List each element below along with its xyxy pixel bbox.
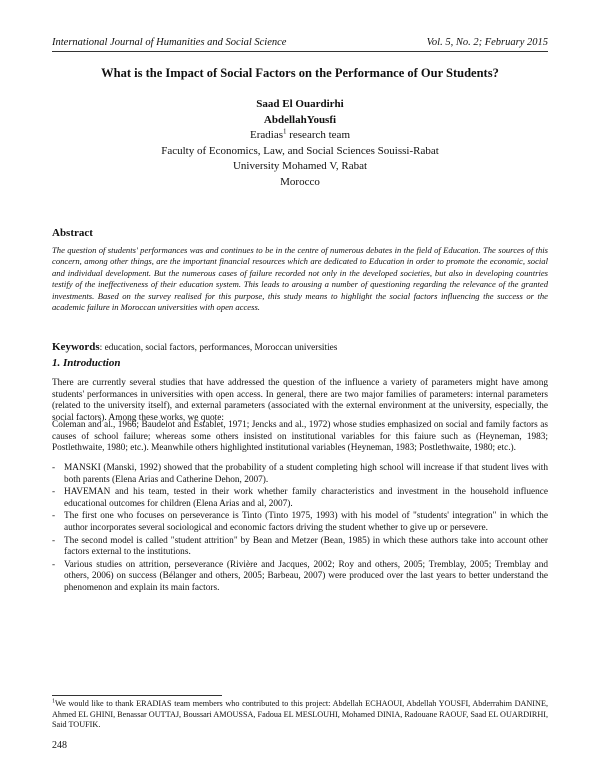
footnote-mark: 1 [52,698,55,705]
volume-info: Vol. 5, No. 2; February 2015 [426,37,548,48]
journal-name: International Journal of Humanities and Social Science [52,37,287,48]
footnote-text: We would like to thank ERADIAS team members who contributed to this project: Abdellah ECHAOUI, Abdellah YOUSFI, Abderrahim DANINE, Ahmed EL GHINI, Benassar OUTTAJ, Boussari AMOUSSA, Fadoua EL MESLOUHI, Mohamed DINIA, Radouane RAOUF, Saad EL OUARDIRHI, Said TOUFIK. [52,699,549,730]
paragraph: There are currently several studies that have addressed the question of the influence a variety of parameters might have among students' performances in universities with open access. In general, there are two major families of parameters: internal parameters (related to the university itself), and external parameters (associated with the external environment at the university, especially, the social factors). Among these works, we quote: [52,378,548,423]
affiliation-faculty: Faculty of Economics, Law, and Social Sciences Souissi-Rabat [161,144,439,157]
team-suffix: research team [286,129,350,141]
abstract-text: The question of students' performances was and continues to be in the centre of numerous debates in the field of Education. The sources of this concern, among other things, are the important financial resources which are dedicated to Education in order to promote the economic, social and individual development. But the numerous cases of failure recorded not only in the developed societies, but also in developing countries testify of the ineffectiveness of their education system. This leads to arousing a number of questioning regarding the relevance of the granted investments. Based on the survey realised for this purpose, this study means to highlight the social factors influencing the success or the academic failure in Moroccan universities with open access. [52,245,548,313]
list-item: - HAVEMAN and his team, tested in their work whether family characteristics and investment in the household influence educational outcomes for children (Elena Arias and al, 2007). [52,487,548,510]
paragraph: Coleman and al., 1966; Baudelot and Establet, 1971; Jencks and al., 1972) whose studies emphasized on social and family factors as causes of school failure; whereas some others insisted on institutional variables for this faiure such as (Heyneman, 1983; Postlethwaite, 1980; etc.). Meanwhile others highlighted institutional variables (Heyneman, 1983; Postlethwaite, 1980; etc.). [52,420,548,454]
page-number: 248 [52,740,67,751]
running-header [52,37,548,52]
affiliation-team [52,128,548,144]
author-block [52,97,548,190]
team-name: Eradias [250,129,283,141]
affiliation-university: University Mohamed V, Rabat [232,160,368,172]
keywords [52,341,548,354]
footnote [52,699,548,731]
list-item: - MANSKI (Manski, 1992) showed that the probability of a student completing high school will increase if that student lives with both parents (Elena Arias and Catherine Dehon, 2007). [52,463,548,486]
keywords-list: : education, social factors, performances, Moroccan universities [99,343,338,353]
list-item: - The first one who focuses on perseverance is Tinto (Tinto 1975, 1993) with his model of "students' integration" in which the author incorporates several sociological and economic factors driving the student whether to give up or persevere. [52,511,548,534]
paper-title: What is the Impact of Social Factors on the Performance of Our Students? [101,66,499,80]
bullet-list [52,463,548,596]
list-item: - Various studies on attrition, perseverance (Rivière and Jacques, 2002; Roy and others, 2005; Tremblay, 2005; Tremblay and others, 2006) on success (Bélanger and others, 2005; Barbeau, 2007) were produced over the last years to better understand the phenomenon and explain its main factors. [52,560,548,595]
affiliation-country: Morocco [280,175,320,188]
abstract-heading: Abstract [52,227,93,239]
section-heading: 1. Introduction [52,357,121,369]
author-name: AbdellahYousfi [263,113,337,126]
author-name: Saad El Ouardirhi [256,98,344,110]
footnote-marker: 1 [282,127,287,136]
keywords-label: Keywords [52,341,100,353]
list-item: - The second model is called "student attrition" by Bean and Metzer (Bean, 1985) in which these authors take into account other factors external to the institutions. [52,536,548,559]
footnote-divider [52,695,222,696]
